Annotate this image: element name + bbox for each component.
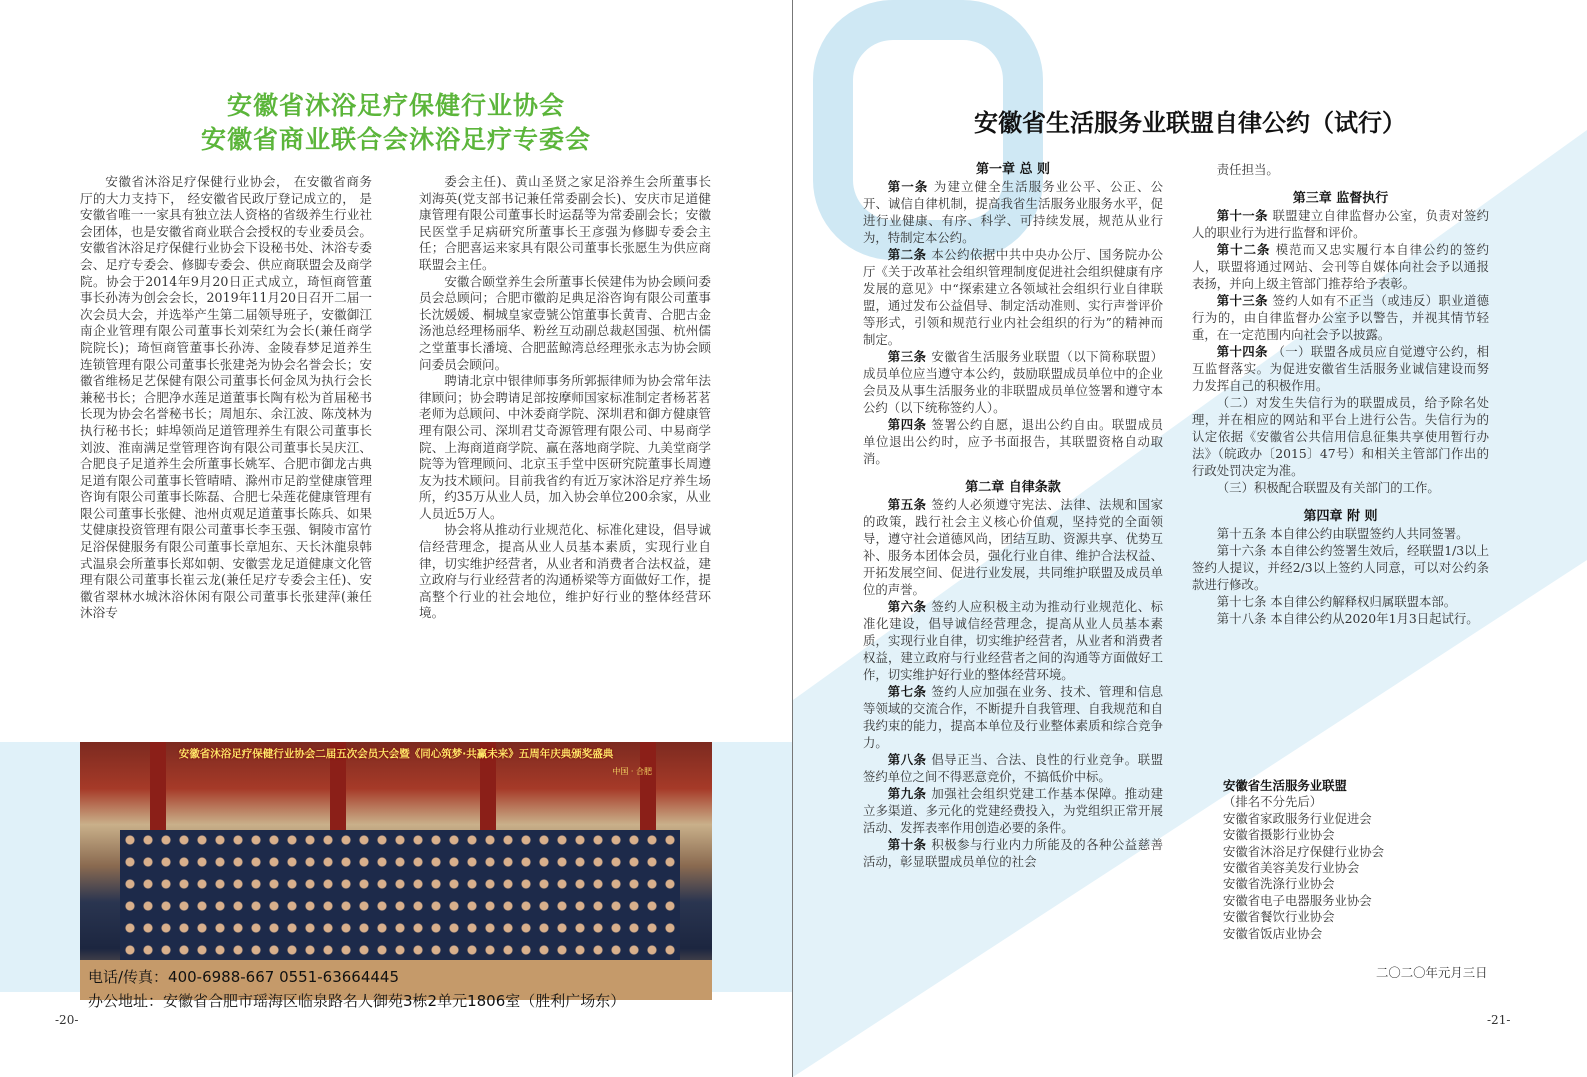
article-label: 第十三条 bbox=[1216, 293, 1273, 308]
member-organization: 安徽省饭店业协会 bbox=[1223, 925, 1323, 941]
member-organization: 安徽省美容美发行业协会 bbox=[1223, 860, 1360, 876]
article-text: 为建立健全生活服务业公平、公正、公开、诚信自律机制，提高我省生活服务业服务水平，促进行业健康、有序、科学、可持续发展，规范从业行为，特制定本公约。 bbox=[863, 179, 1163, 245]
plain-paragraph: 第十六条 本自律公约签署生效后，经联盟1/3以上签约人提议，并经2/3以上签约人同意，可以对公约条款进行修改。 bbox=[1192, 543, 1489, 592]
plain-paragraph: 第十七条 本自律公约解释权归属联盟本部。 bbox=[1216, 594, 1457, 609]
paragraph: 委会主任)、黄山圣贤之家足浴养生会所董事长刘海英(党支部书记兼任常委副会长)、安庆市足道健康管理有限公司董事长时运磊等为常委副会长；安徽民医堂手足病研究所董事长王彦强为修脚专委会主任；合肥喜运来家具有限公司董事长张愿生为供应商联盟会主任。 bbox=[419, 174, 711, 272]
article-label: 第五条 bbox=[887, 497, 932, 512]
paragraph: 安徽省沐浴足疗保健行业协会， 在安徽省商务厅的大力支持下， 经安徽省民政厅登记成立的， 是安徽省唯一一家具有独立法人资格的省级养生行业社会团体，也是安徽省商业联合会授权的专业委员会。安徽省沐浴足疗保健行业协会下设秘书处、沐浴专委会、足疗专委会、修脚专委会、供应商联盟会及商学院。协会于2014年9月20日正式成立，琦恒商管董事长孙涛为创会会长，2019年11月20日召开二届一次会员大会，并选举产生第二届领导班子，安徽御江南企业管理有限公司董事长刘荣红为会长(兼任商学院院长)；琦恒商管董事长孙涛、金陵春梦足道养生连锁管理有限公司董事长张建尧为协会名誉会长；安徽省维杨足艺保健有限公司董事长何金凤为执行会长兼秘书长；合肥净水莲足道董事长陶有松为首届秘书长现为协会名誉秘书长；周旭东、余江波、陈茂林为执行秘书长；蚌埠领尚足道管理养生有限公司董事长刘波、淮南满足堂管理咨询有限公司董事长吴庆江、合肥良子足道养生会所董事长姚军、合肥市御龙古典足道有限公司董事长管晴晴、滁州市足韵堂健康管理咨询有限公司董事长陈磊、合肥七朵莲花健康管理有限公司董事长张健、池州贞观足道董事长陈兵、如果艾健康投资管理有限公司董事长李玉强、铜陵市富竹足浴保健服务有限公司董事长章旭东、天长沐龍泉韩式温泉会所董事长郑如朝、安徽雲龙足道健康文化管理有限公司董事长崔云龙(兼任足疗专委会主任)、安徽省翠林水城沐浴休闲有限公司董事长张建萍(兼任沐浴专 bbox=[80, 174, 372, 621]
article-label: 第十二条 bbox=[1216, 242, 1276, 257]
left-column-2 bbox=[419, 174, 711, 622]
paragraph: 聘请北京中银律师事务所郭振律师为协会常年法律顾问；协会聘请足部按摩师国家标准制定者杨茗茗老师为总顾问、中沐委商学院、深圳君和御方健康管理有限公司、深圳君艾奇源管理有限公司、中易商学院、上海商道商学院、赢在落地商学院、九美堂商学院等为管理顾问、北京玉手堂中医研究院董事长周遵友为技术顾问。目前我省约有近万家沐浴足疗养生场所，约35万从业人员，加入协会单位200余家，从业人员近5万人。 bbox=[419, 373, 711, 521]
left-column-1 bbox=[80, 174, 372, 622]
article-paragraph bbox=[863, 348, 1163, 416]
article-paragraph bbox=[1192, 207, 1489, 241]
member-organization: 安徽省家政服务行业促进会 bbox=[1223, 810, 1372, 826]
article-label: 第四条 bbox=[887, 417, 932, 432]
article-label: 第二条 bbox=[887, 247, 932, 262]
signature-date: 二〇二〇年元月三日 bbox=[1376, 965, 1488, 980]
article-paragraph bbox=[863, 178, 1163, 246]
convention-title: 安徽省生活服务业联盟自律公约（试行） bbox=[974, 109, 1406, 137]
plain-paragraph: （三）积极配合联盟及有关部门的工作。 bbox=[1216, 480, 1440, 495]
article-text: 签约人必须遵守宪法、法律、法规和国家的政策，践行社会主义核心价值观，坚持党的全面领导，遵守社会道德风尚，团结互助、资源共享、优势互补、服务本团体会员，强化行业自律、维护合法权益、开拓发展空间、促进行业发展，共同维护联盟及成员单位的声誉。 bbox=[863, 497, 1163, 597]
article-text: 签署公约自愿，退出公约自由。联盟成员单位退出公约时，应予书面报告，其联盟资格自动取消。 bbox=[863, 417, 1163, 466]
signature-note: （排名不分先后） bbox=[1223, 794, 1323, 810]
member-organization: 安徽省摄影行业协会 bbox=[1223, 827, 1335, 843]
right-page bbox=[793, 0, 1587, 1077]
chapter-heading: 第二章 自律条款 bbox=[965, 480, 1061, 495]
article-paragraph bbox=[863, 416, 1163, 467]
article-text: 积极参与行业内力所能及的各种公益慈善活动，彰显联盟成员单位的社会 bbox=[863, 837, 1163, 869]
association-title-line1: 安徽省沐浴足疗保健行业协会 bbox=[226, 91, 565, 120]
paragraph: 安徽合颐堂养生会所董事长侯建伟为协会顾问委员会总顾问；合肥市徽韵足典足浴咨询有限公司董事长沈媛媛、桐城皇家壹號公馆董事长黄青、合肥古金汤池总经理杨丽华、粉丝互动副总裁赵国强、杭州儒之堂董事长潘境、合肥蓝鲸湾总经理张永志为协会顾问委员会顾问。 bbox=[419, 273, 711, 372]
member-organization: 安徽省洗涤行业协会 bbox=[1223, 876, 1335, 892]
article-text: 安徽省生活服务业联盟（以下简称联盟）成员单位应当遵守本公约，鼓励联盟成员单位中的企业会员及从事生活服务业的非联盟成员单位签署和遵守本公约（以下统称签约人）。 bbox=[863, 349, 1163, 415]
article-label: 第十四条 bbox=[1216, 344, 1273, 359]
article-label: 第八条 bbox=[887, 752, 932, 767]
article-paragraph bbox=[1192, 343, 1489, 394]
article-paragraph bbox=[863, 751, 1163, 785]
photo-banner-text: 安徽省沐浴足疗保健行业协会二届五次会员大会暨《同心筑梦·共赢未来》五周年庆典颁奖盛典 bbox=[178, 748, 614, 760]
article-label: 第十一条 bbox=[1216, 208, 1273, 223]
photo-crowd bbox=[120, 830, 680, 960]
plain-paragraph: （二）对发生失信行为的联盟成员，给予除名处理，并在相应的网站和平台上进行公告。失信行为的认定依据《安徽省公共信用信息征集共享使用暂行办法》（皖政办〔2015〕47号）和相关主管部门作出的行政处罚决定为准。 bbox=[1192, 395, 1489, 478]
chapter-heading: 第四章 附 则 bbox=[1303, 509, 1378, 524]
chapter-heading: 第一章 总 则 bbox=[975, 162, 1051, 177]
group-photo bbox=[80, 742, 712, 1000]
contact-address: 办公地址：安徽省合肥市瑶海区临泉路名人御苑3栋2单元1806室（胜利广场东） bbox=[88, 992, 626, 1010]
contact-phone: 电话/传真：400-6988-667 0551-63664445 bbox=[88, 968, 400, 986]
article-label: 第十条 bbox=[887, 837, 932, 852]
article-text: 签约人如有不正当（或违反）职业道德行为的，由自律监督办公室予以警告，并视其情节轻重，在一定范围内向社会予以披露。 bbox=[1192, 293, 1489, 342]
member-organization: 安徽省沐浴足疗保健行业协会 bbox=[1223, 843, 1385, 859]
article-label: 第一条 bbox=[887, 179, 934, 194]
photo-caption: 中国 · 合肥 bbox=[612, 767, 652, 776]
article-text: 联盟建立自律监督办公室，负责对签约人的职业行为进行监督和评价。 bbox=[1192, 208, 1489, 240]
article-label: 第九条 bbox=[887, 786, 932, 801]
article-text: 倡导正当、合法、良性的行业竞争。联盟签约单位之间不得恶意竞价，不搞低价中标。 bbox=[863, 752, 1163, 784]
plain-paragraph: 第十五条 本自律公约由联盟签约人共同签署。 bbox=[1216, 526, 1469, 541]
chapter-heading: 第三章 监督执行 bbox=[1292, 191, 1389, 206]
article-paragraph bbox=[1192, 292, 1489, 343]
right-column-1 bbox=[863, 161, 1163, 870]
article-paragraph bbox=[1192, 241, 1489, 292]
article-text: 本公约依据中共中央办公厅、国务院办公厅《关于改革社会组织管理制度促进社会组织健康有序发展的意见》中“探索建立各领域社会组织行业自律联盟，通过发布公益倡导、制定活动准则、实行声誉评价等形式，引领和规范行业内社会组织的行为”的精神而制定。 bbox=[863, 247, 1163, 347]
right-column-2 bbox=[1192, 161, 1489, 627]
signature-block bbox=[1223, 778, 1384, 942]
association-title-line2: 安徽省商业联合会沐浴足疗专委会 bbox=[200, 125, 591, 154]
article-label: 第七条 bbox=[887, 684, 932, 699]
left-page bbox=[0, 0, 792, 1077]
article-text: 签约人应加强在业务、技术、管理和信息等领域的交流合作，不断提升自我管理、自我规范和自我约束的能力，提高本单位及行业整体素质和综合竞争力。 bbox=[863, 684, 1163, 750]
signature-org-title: 安徽省生活服务业联盟 bbox=[1223, 778, 1347, 793]
article-paragraph bbox=[863, 496, 1163, 598]
article-text: （一）联盟各成员应自觉遵守公约，相互监督落实。为促进安徽省生活服务业诚信建设而努力发挥自己的积极作用。 bbox=[1192, 344, 1489, 393]
article-text: 加强社会组织党建工作基本保障。推动建立多渠道、多元化的党建经费投入，为党组织正常开展活动、发挥表率作用创造必要的条件。 bbox=[863, 786, 1163, 835]
article-paragraph bbox=[863, 683, 1163, 751]
plain-paragraph: 第十八条 本自律公约从2020年1月3日起试行。 bbox=[1216, 611, 1479, 626]
member-organization: 安徽省餐饮行业协会 bbox=[1223, 909, 1335, 925]
page-number-right: -21- bbox=[1487, 1013, 1511, 1027]
article-text: 模范而又忠实履行本自律公约的签约人，联盟将通过网站、会刊等自媒体向社会予以通报表扬，并向上级主管部门推荐给予表彰。 bbox=[1192, 242, 1489, 291]
article-text: 签约人应积极主动为推动行业规范化、标准化建设，倡导诚信经营理念，提高从业人员基本素质，实现行业自律，切实维护经营者，从业者和消费者权益，建立政府与行业经营者之间的沟通等方面做好工作，切实维护好行业的整体经营环境。 bbox=[863, 599, 1163, 682]
article-paragraph bbox=[863, 598, 1163, 683]
article-paragraph bbox=[863, 836, 1163, 870]
article-label: 第六条 bbox=[887, 599, 932, 614]
paragraph: 协会将从推动行业规范化、标准化建设，倡导诚信经营理念，提高从业人员基本素质，实现行业自律，切实维护经营者，从业者和消费者合法权益，建立政府与行业经营者的沟通桥梁等方面做好工作，提高整个行业的社会地位，维护好行业的整体经营环境。 bbox=[419, 522, 711, 621]
article-paragraph bbox=[863, 785, 1163, 836]
plain-paragraph: 责任担当。 bbox=[1216, 162, 1279, 177]
article-paragraph bbox=[863, 246, 1163, 348]
article-label: 第三条 bbox=[887, 349, 932, 364]
member-organization: 安徽省电子电器服务业协会 bbox=[1223, 892, 1372, 908]
page-number-left: -20- bbox=[55, 1013, 79, 1027]
